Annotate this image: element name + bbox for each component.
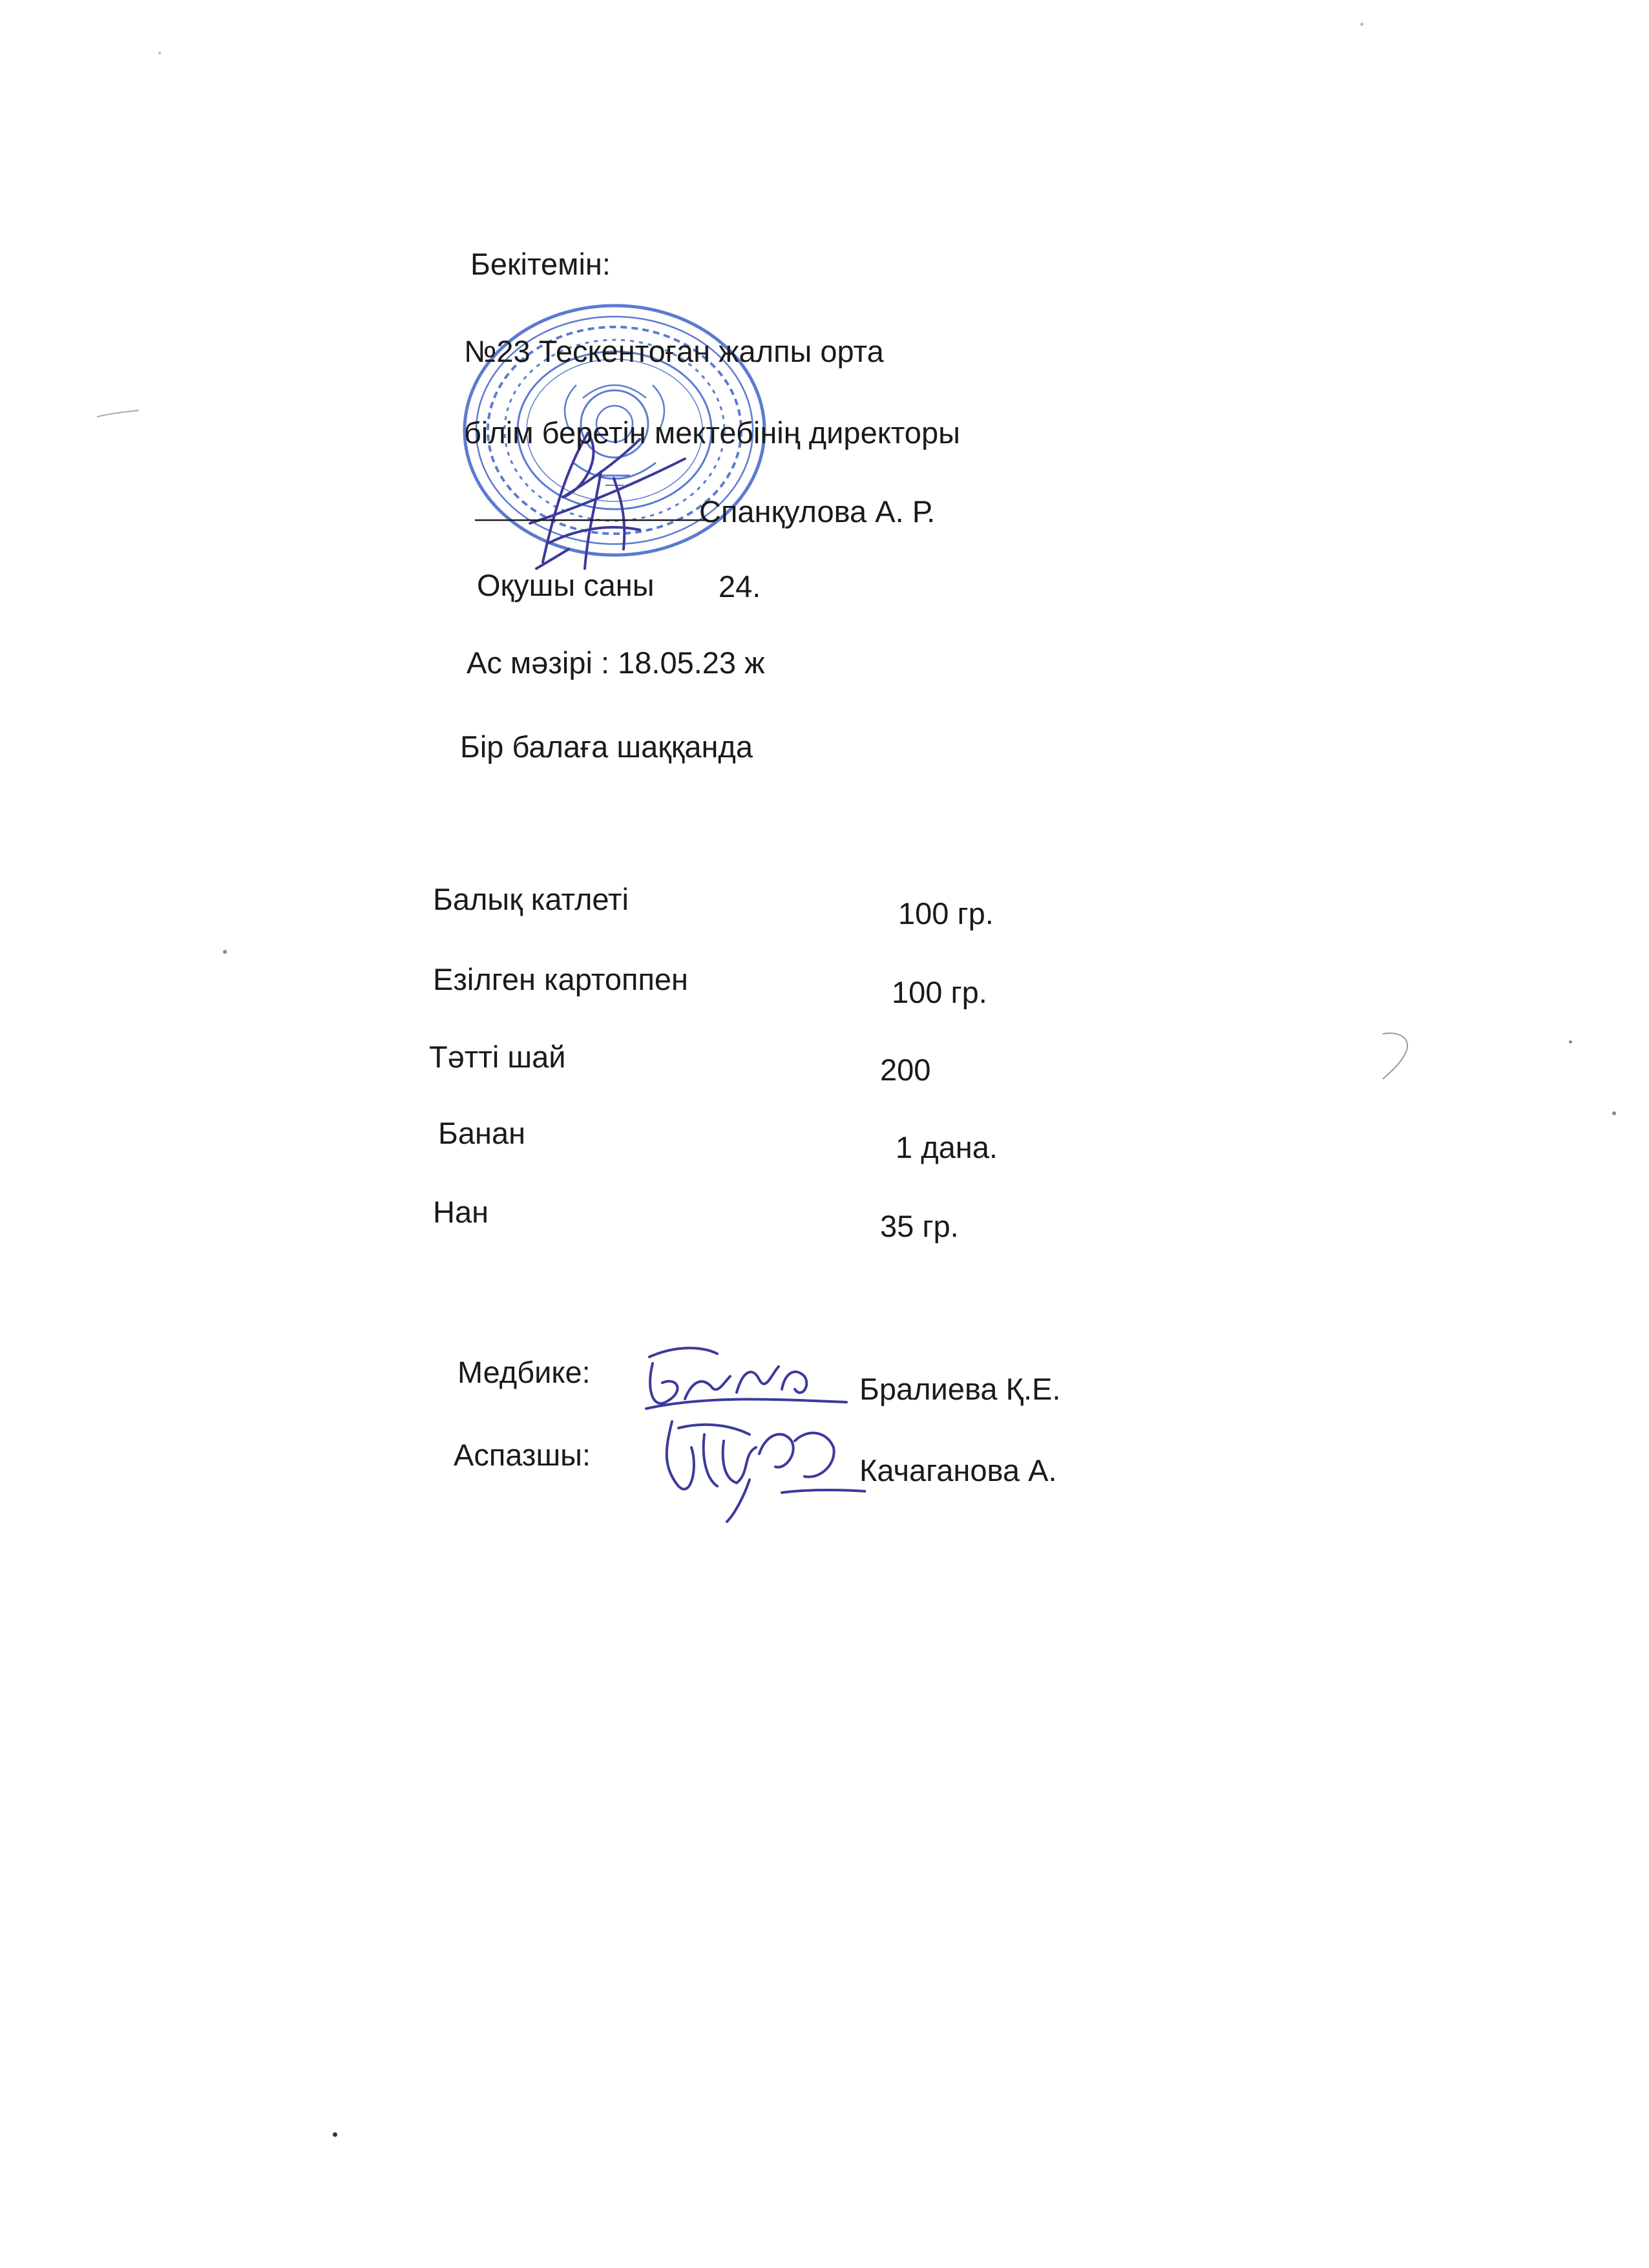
nurse-name: Бралиева Қ.Е. (859, 1372, 1061, 1406)
cook-name: Качаганова А. (859, 1453, 1057, 1487)
scan-speck (158, 52, 161, 54)
scan-mark (1376, 1027, 1428, 1086)
students-count-value: 24. (719, 569, 761, 604)
menu-item-name: Банан (438, 1116, 526, 1150)
scan-speck (333, 2132, 337, 2137)
scan-speck (1569, 1040, 1572, 1044)
scan-speck (1360, 23, 1363, 26)
approve-label: Бекітемін: (470, 247, 611, 281)
menu-item-name: Тәтті шай (429, 1040, 566, 1074)
menu-item-name: Балық катлеті (433, 882, 629, 916)
nurse-label: Медбике: (457, 1355, 591, 1389)
school-name-line-2: білім беретін мектебінің директоры (464, 415, 960, 450)
menu-item-amount: 100 гр. (898, 896, 994, 930)
menu-item-amount: 35 гр. (880, 1209, 959, 1243)
cook-signature (653, 1409, 866, 1525)
scan-speck (1612, 1111, 1616, 1115)
menu-item-name: Нан (433, 1195, 489, 1229)
menu-item-amount: 200 (880, 1053, 931, 1087)
scan-mark (97, 407, 142, 420)
menu-item-amount: 1 дана. (896, 1130, 998, 1164)
school-name-line-1: №23 Тескентоған жалпы орта (464, 334, 884, 368)
students-count-label: Оқушы саны (477, 568, 655, 602)
menu-item-amount: 100 гр. (892, 975, 987, 1009)
director-signature-line (475, 517, 708, 523)
director-name: Спанқулова А. Р. (699, 494, 936, 529)
cook-label: Аспазшы: (454, 1438, 591, 1472)
menu-item-name: Езілген картоппен (433, 962, 689, 996)
scan-speck (223, 950, 227, 954)
menu-date-label: Ас мәзірі : 18.05.23 ж (467, 646, 765, 680)
per-child-label: Бір балаға шаққанда (460, 730, 753, 764)
